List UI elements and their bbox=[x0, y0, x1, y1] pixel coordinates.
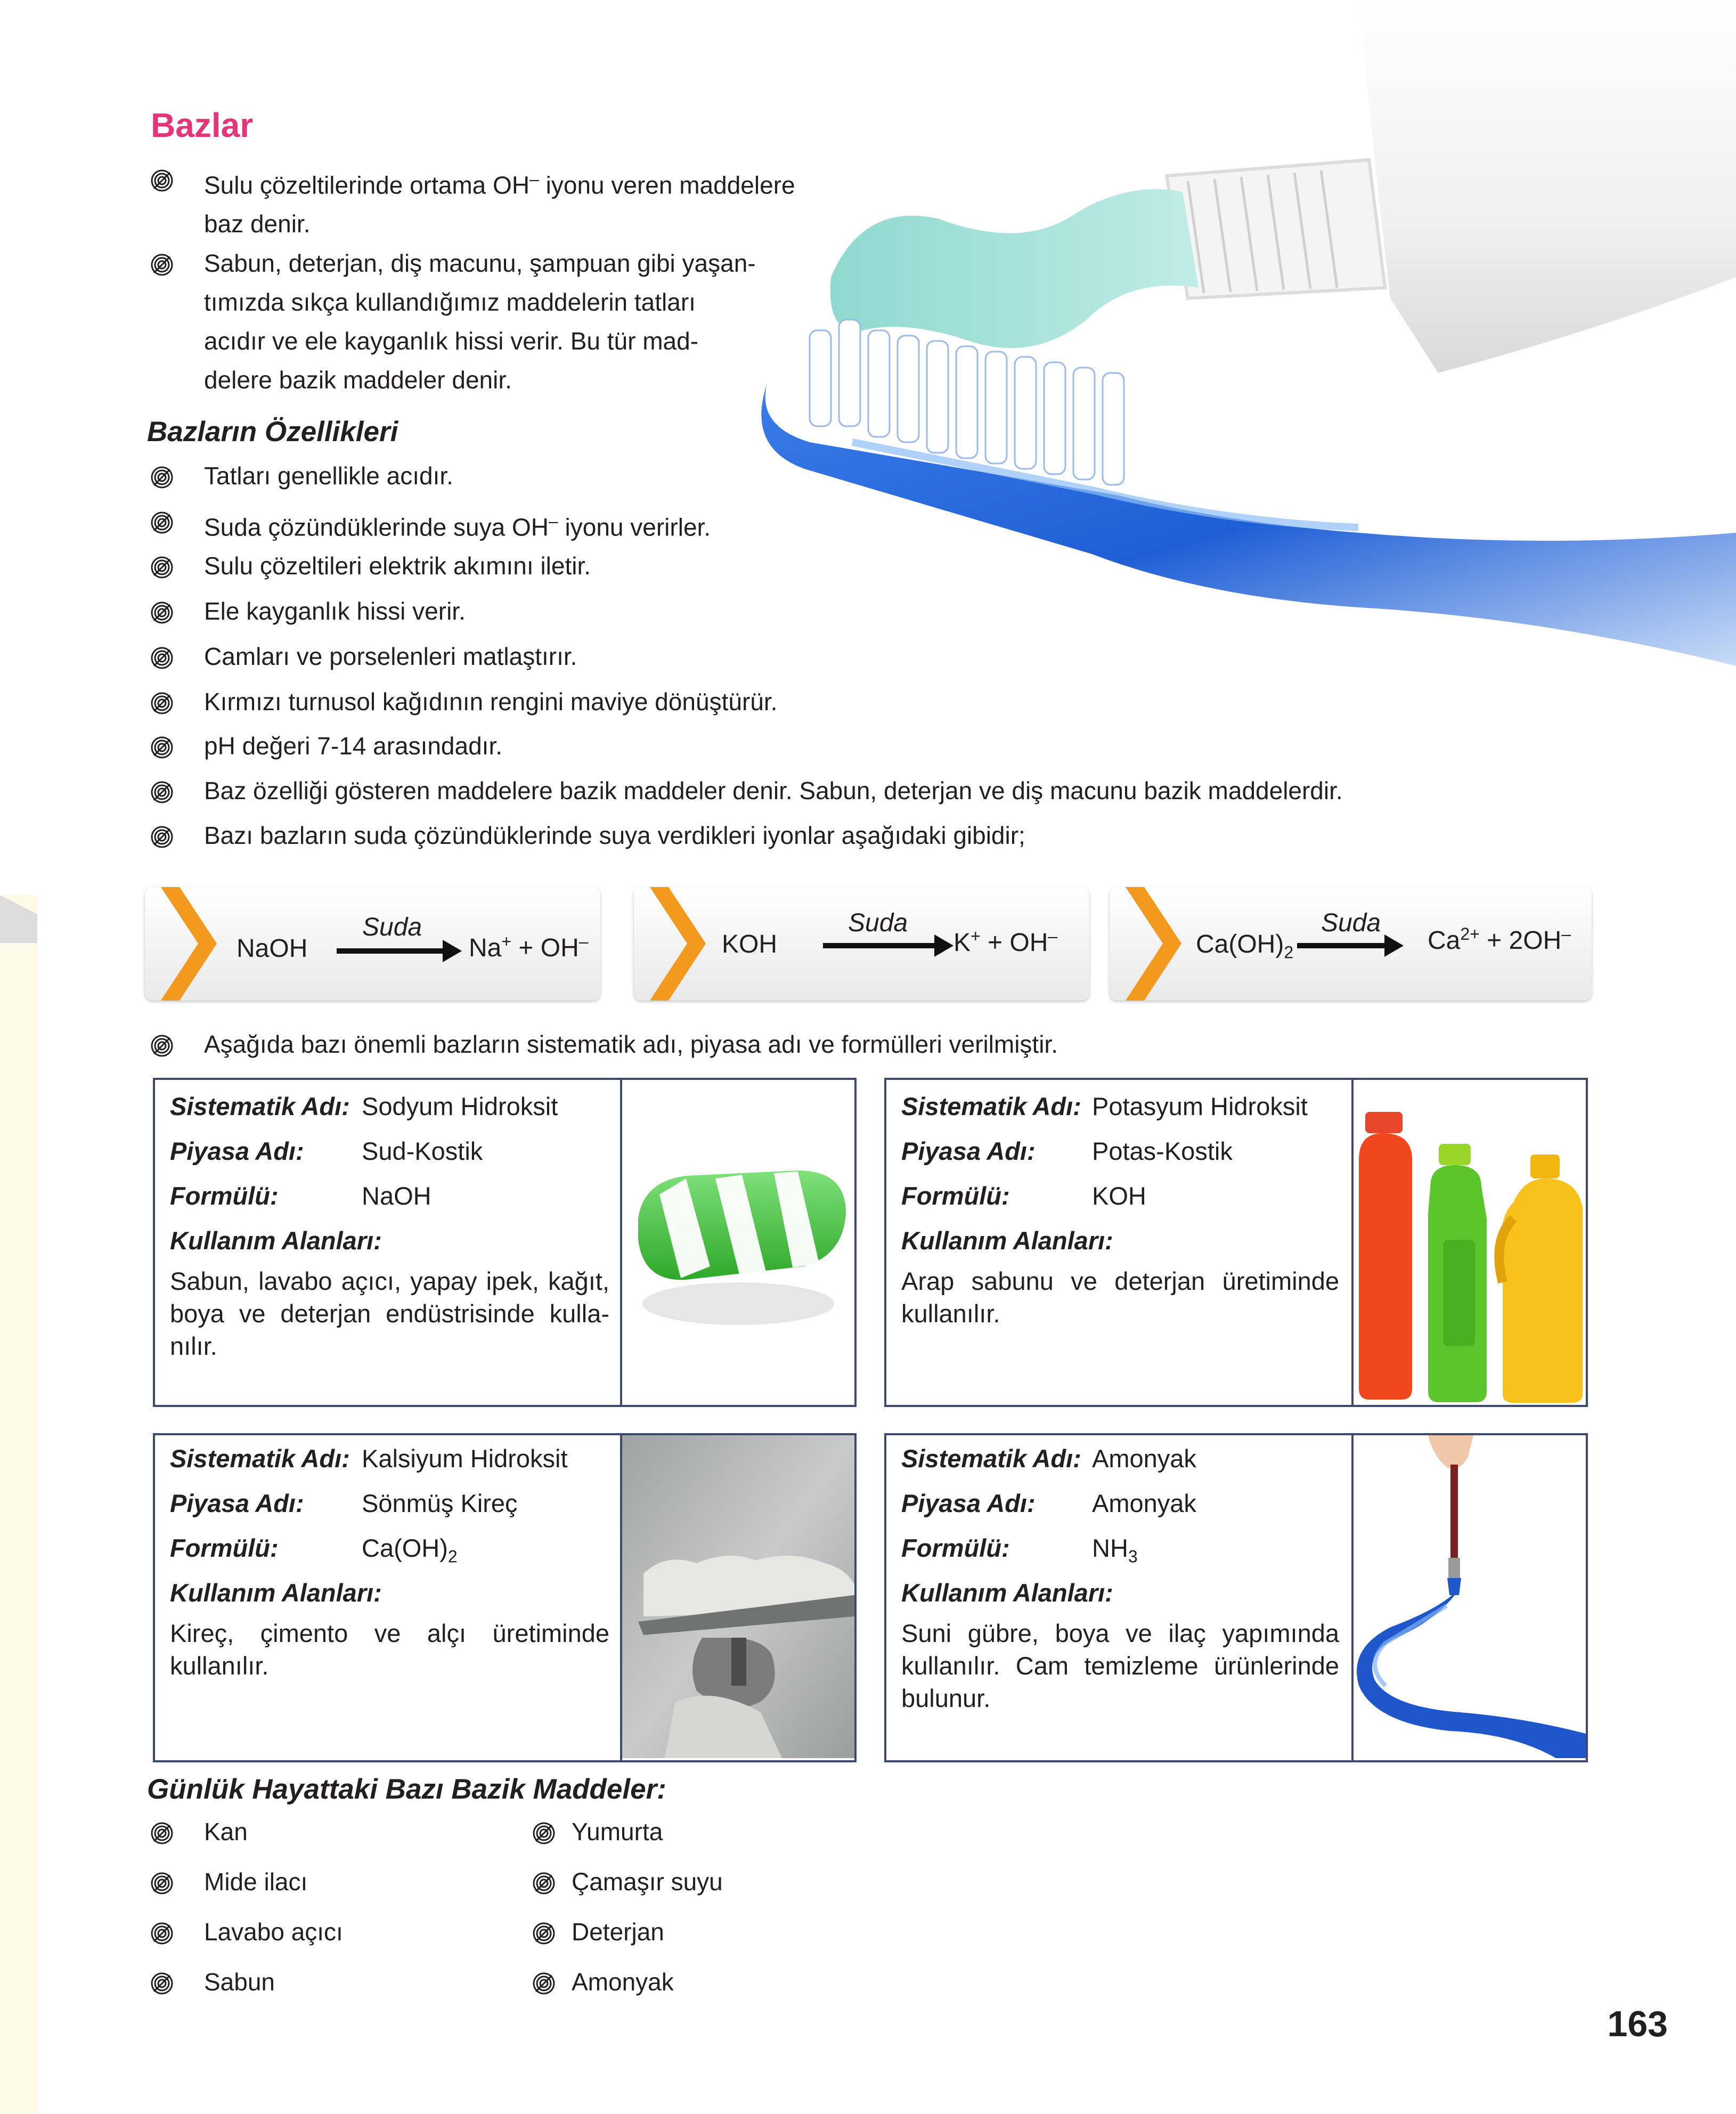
formula-row: Formülü: $Ca(OH)_2$ bbox=[170, 1534, 458, 1566]
page-title: Bazlar bbox=[151, 106, 254, 144]
reaction-arrow bbox=[1297, 943, 1388, 948]
formula-row: Formülü: KOH bbox=[901, 1182, 1146, 1210]
reaction-box-naoh bbox=[145, 887, 600, 1001]
bullet-icon bbox=[151, 601, 173, 624]
daily-item: Kan bbox=[151, 1812, 248, 1851]
property-item: Baz özelliği gösteren maddelere bazik maddeler denir. Sabun, deterjan ve diş macunu bazik maddelerdir. bbox=[151, 771, 1343, 810]
products: Na+ + OH– bbox=[469, 932, 589, 962]
plaster-trowel-image bbox=[622, 1435, 854, 1760]
bullet-icon bbox=[151, 254, 173, 276]
bullet-icon bbox=[151, 556, 173, 579]
systematic-row: Sistematik Adı: Sodyum Hidroksit bbox=[170, 1092, 558, 1120]
bullet-icon bbox=[151, 781, 173, 803]
property-item: Suda çözündüklerinde suya OH– iyonu verirler. bbox=[151, 502, 711, 547]
toothbrush-illustration bbox=[746, 0, 1736, 666]
systematic-row: Sistematik Adı: Kalsiyum Hidroksit bbox=[170, 1444, 568, 1473]
usage-text: Kireç, çimento ve alçı üretiminde kullanılır. bbox=[170, 1619, 609, 1680]
formula-row: Formülü: NaOH bbox=[170, 1182, 431, 1210]
bullet-icon bbox=[151, 1822, 173, 1844]
bullet-icon bbox=[151, 826, 173, 848]
usage-text: Sabun, lavabo açıcı, yapay ipek, kağıt, boya ve deterjan endüstrisinde kulla-nılır. bbox=[170, 1267, 609, 1360]
formula-row: Formülü: $NH_3$ bbox=[901, 1534, 1138, 1566]
base-card-ammonia bbox=[884, 1433, 1588, 1762]
bullet-icon bbox=[151, 1972, 173, 1995]
page-margin-band bbox=[0, 895, 37, 2114]
daily-item: Yumurta bbox=[533, 1812, 663, 1851]
bullet-icon bbox=[533, 1872, 555, 1895]
usage-label: Kullanım Alanları: bbox=[901, 1226, 1113, 1255]
properties-heading: Bazların Özellikleri bbox=[147, 416, 398, 448]
reactant: NaOH bbox=[237, 934, 308, 963]
bullet-icon bbox=[151, 511, 173, 534]
chevron-icon bbox=[1110, 887, 1189, 1001]
property-item: Kırmızı turnusol kağıdının rengini maviye dönüştürür. bbox=[151, 682, 777, 721]
table-intro-bullet: Aşağıda bazı önemli bazların sistematik adı, piyasa adı ve formülleri verilmiştir. bbox=[151, 1025, 1058, 1064]
market-row: Piyasa Adı: Amonyak bbox=[901, 1489, 1196, 1517]
property-item: Bazı bazların suda çözündüklerinde suya verdikleri iyonlar aşağıdaki gibidir; bbox=[151, 816, 1025, 855]
intro-bullet-2: Sabun, deterjan, diş macunu, şampuan gibi yaşan- tımızda sıkça kullandığımız maddelerin tatları acıdır ve ele kayganlık hissi verir. Bu tür mad- delere bazik maddeler denir. bbox=[151, 244, 886, 400]
usage-label: Kullanım Alanları: bbox=[170, 1226, 382, 1255]
bullet-icon bbox=[533, 1822, 555, 1844]
usage-label: Kullanım Alanları: bbox=[170, 1579, 382, 1607]
reaction-condition: Suda bbox=[848, 909, 908, 937]
daily-item: Çamaşır suyu bbox=[533, 1863, 723, 1901]
bullet-icon bbox=[533, 1972, 555, 1995]
bullet-icon bbox=[151, 736, 173, 759]
daily-item: Sabun bbox=[151, 1963, 275, 2002]
usage-text: Arap sabunu ve deterjan üretiminde kullanılır. bbox=[901, 1267, 1339, 1328]
bullet-icon bbox=[151, 466, 173, 489]
property-item: Camları ve porselenleri matlaştırır. bbox=[151, 637, 577, 676]
reaction-arrow bbox=[823, 943, 938, 948]
daily-substances-heading: Günlük Hayattaki Bazı Bazik Maddeler: bbox=[147, 1774, 666, 1805]
daily-item: Deterjan bbox=[533, 1913, 664, 1952]
bullet-icon bbox=[151, 647, 173, 669]
bullet-icon bbox=[151, 1035, 173, 1057]
base-card-calcium-hydroxide bbox=[153, 1433, 857, 1762]
chevron-icon bbox=[145, 887, 225, 1001]
base-card-potassium-hydroxide bbox=[884, 1078, 1588, 1407]
paint-brush-image bbox=[1354, 1435, 1586, 1760]
bullet-icon bbox=[151, 1872, 173, 1895]
property-item: Sulu çözeltileri elektrik akımını iletir. bbox=[151, 547, 591, 586]
reaction-box-caoh2 bbox=[1110, 887, 1592, 1001]
property-item: Tatları genellikle acıdır. bbox=[151, 457, 453, 495]
bullet-icon bbox=[151, 169, 173, 192]
reaction-arrow bbox=[337, 948, 446, 954]
reaction-condition: Suda bbox=[362, 913, 422, 941]
daily-item: Amonyak bbox=[533, 1963, 674, 2002]
property-item: Ele kayganlık hissi verir. bbox=[151, 592, 466, 631]
reactant: $Ca(OH)_2$ bbox=[1196, 930, 1294, 962]
daily-item: Mide ilacı bbox=[151, 1863, 307, 1901]
market-row: Piyasa Adı: Potas-Kostik bbox=[901, 1137, 1233, 1165]
reaction-box-koh bbox=[634, 887, 1089, 1001]
bullet-icon bbox=[151, 1922, 173, 1945]
page-number: 163 bbox=[1607, 2004, 1668, 2044]
systematic-row: Sistematik Adı: Amonyak bbox=[901, 1444, 1196, 1473]
usage-text: Suni gübre, boya ve ilaç yapımında kullanılır. Cam temizleme ürünlerinde bulunur. bbox=[901, 1619, 1339, 1712]
products: $Ca^{2+} + 2OH^-$ bbox=[1428, 924, 1571, 955]
soap-bar-image bbox=[622, 1080, 854, 1405]
intro-bullet-1: Sulu çözeltilerinde ortama OH– iyonu veren maddelere baz denir. bbox=[151, 160, 843, 243]
systematic-row: Sistematik Adı: Potasyum Hidroksit bbox=[901, 1092, 1308, 1120]
detergent-bottles-image bbox=[1354, 1080, 1586, 1405]
daily-item: Lavabo açıcı bbox=[151, 1913, 343, 1952]
bullet-icon bbox=[533, 1922, 555, 1945]
reactant: KOH bbox=[722, 930, 778, 958]
products: K+ + OH– bbox=[953, 926, 1058, 957]
bullet-icon bbox=[151, 692, 173, 714]
market-row: Piyasa Adı: Sönmüş Kireç bbox=[170, 1489, 518, 1517]
chevron-icon bbox=[634, 887, 714, 1001]
reaction-condition: Suda bbox=[1321, 909, 1381, 937]
base-card-sodium-hydroxide bbox=[153, 1078, 857, 1407]
market-row: Piyasa Adı: Sud-Kostik bbox=[170, 1137, 483, 1165]
property-item: pH değeri 7-14 arasındadır. bbox=[151, 727, 502, 766]
usage-label: Kullanım Alanları: bbox=[901, 1579, 1113, 1607]
